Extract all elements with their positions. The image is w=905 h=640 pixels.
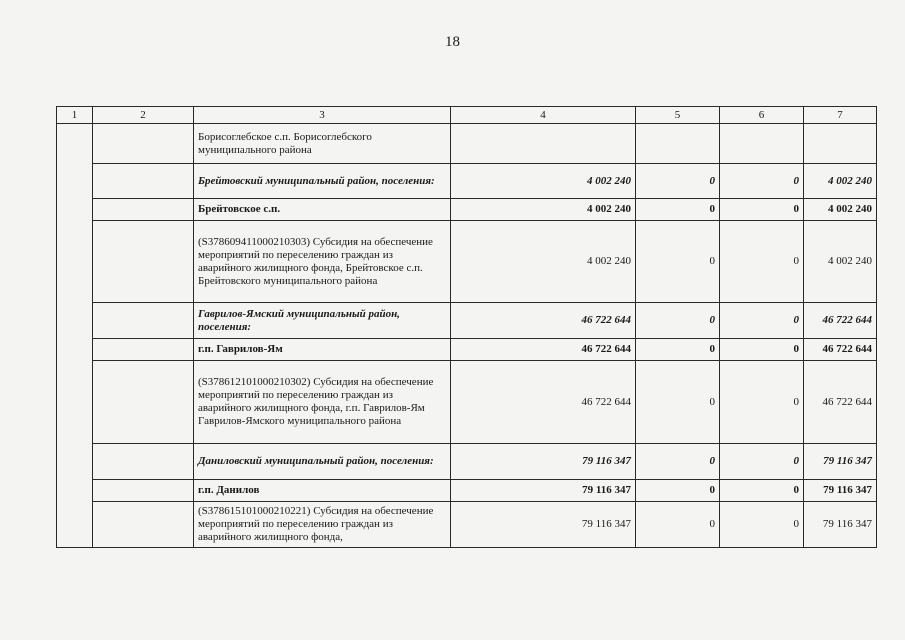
cell-col2 — [93, 480, 194, 502]
row-description: Брейтовский муниципальный район, поселения: — [194, 164, 451, 199]
cell-col2 — [93, 361, 194, 444]
value-col7: 4 002 240 — [804, 199, 877, 221]
table-row — [57, 502, 877, 548]
row-description: г.п. Гаврилов-Ям — [194, 339, 451, 361]
row-description: Брейтовское с.п. — [194, 199, 451, 221]
cell-col2 — [93, 124, 194, 164]
row-description: (S378612101000210302) Субсидия на обеспечение мероприятий по переселению граждан из аварийного жилищного фонда, г.п. Гаврилов-Ям Гаврилов-Ямского муниципального района — [194, 361, 451, 444]
value-col6: 0 — [720, 480, 804, 502]
value-col4: 46 722 644 — [451, 361, 636, 444]
table-row — [57, 303, 877, 339]
value-col5: 0 — [636, 339, 720, 361]
value-col5: 0 — [636, 502, 720, 548]
table-row — [57, 480, 877, 502]
column-header: 5 — [636, 107, 720, 124]
value-col6: 0 — [720, 221, 804, 303]
cell-col1 — [57, 124, 93, 548]
cell-col2 — [93, 303, 194, 339]
table-row — [57, 124, 877, 164]
table-row — [57, 164, 877, 199]
cell-col2 — [93, 444, 194, 480]
row-description: Гаврилов-Ямский муниципальный район, поселения: — [194, 303, 451, 339]
value-col5: 0 — [636, 361, 720, 444]
column-header: 2 — [93, 107, 194, 124]
value-col6: 0 — [720, 361, 804, 444]
value-col4: 4 002 240 — [451, 221, 636, 303]
value-col4: 46 722 644 — [451, 339, 636, 361]
value-col4: 79 116 347 — [451, 444, 636, 480]
value-col7: 4 002 240 — [804, 164, 877, 199]
value-col5 — [636, 124, 720, 164]
value-col4: 46 722 644 — [451, 303, 636, 339]
value-col6: 0 — [720, 444, 804, 480]
value-col7: 79 116 347 — [804, 444, 877, 480]
column-header: 4 — [451, 107, 636, 124]
value-col6: 0 — [720, 502, 804, 548]
value-col4: 79 116 347 — [451, 502, 636, 548]
value-col5: 0 — [636, 480, 720, 502]
value-col7 — [804, 124, 877, 164]
cell-col2 — [93, 199, 194, 221]
column-header: 1 — [57, 107, 93, 124]
table-row — [57, 221, 877, 303]
value-col5: 0 — [636, 221, 720, 303]
cell-col2 — [93, 221, 194, 303]
table-row — [57, 199, 877, 221]
column-header: 3 — [194, 107, 451, 124]
table-row — [57, 339, 877, 361]
value-col6: 0 — [720, 339, 804, 361]
value-col7: 46 722 644 — [804, 303, 877, 339]
value-col7: 4 002 240 — [804, 221, 877, 303]
row-description: Борисоглебское с.п. Борисоглебского муниципального района — [194, 124, 451, 164]
value-col4: 4 002 240 — [451, 199, 636, 221]
value-col6: 0 — [720, 199, 804, 221]
row-description: Даниловский муниципальный район, поселения: — [194, 444, 451, 480]
value-col7: 46 722 644 — [804, 339, 877, 361]
value-col4 — [451, 124, 636, 164]
page-number: 18 — [445, 34, 460, 50]
cell-col2 — [93, 164, 194, 199]
cell-col2 — [93, 502, 194, 548]
value-col4: 4 002 240 — [451, 164, 636, 199]
value-col7: 46 722 644 — [804, 361, 877, 444]
value-col7: 79 116 347 — [804, 480, 877, 502]
row-description: (S378609411000210303) Субсидия на обеспечение мероприятий по переселению граждан из аварийного жилищного фонда, Брейтовское с.п. Брейтовского муниципального района — [194, 221, 451, 303]
table-row — [57, 444, 877, 480]
value-col5: 0 — [636, 164, 720, 199]
table-row — [57, 361, 877, 444]
value-col6: 0 — [720, 303, 804, 339]
table-header-row — [57, 107, 877, 124]
row-description: г.п. Данилов — [194, 480, 451, 502]
value-col5: 0 — [636, 444, 720, 480]
column-header: 7 — [804, 107, 877, 124]
value-col4: 79 116 347 — [451, 480, 636, 502]
cell-col2 — [93, 339, 194, 361]
row-description: (S378615101000210221) Субсидия на обеспечение мероприятий по переселению граждан из аварийного жилищного фонда, — [194, 502, 451, 548]
value-col5: 0 — [636, 303, 720, 339]
value-col7: 79 116 347 — [804, 502, 877, 548]
value-col5: 0 — [636, 199, 720, 221]
column-header: 6 — [720, 107, 804, 124]
budget-table — [56, 106, 877, 548]
value-col6: 0 — [720, 164, 804, 199]
value-col6 — [720, 124, 804, 164]
